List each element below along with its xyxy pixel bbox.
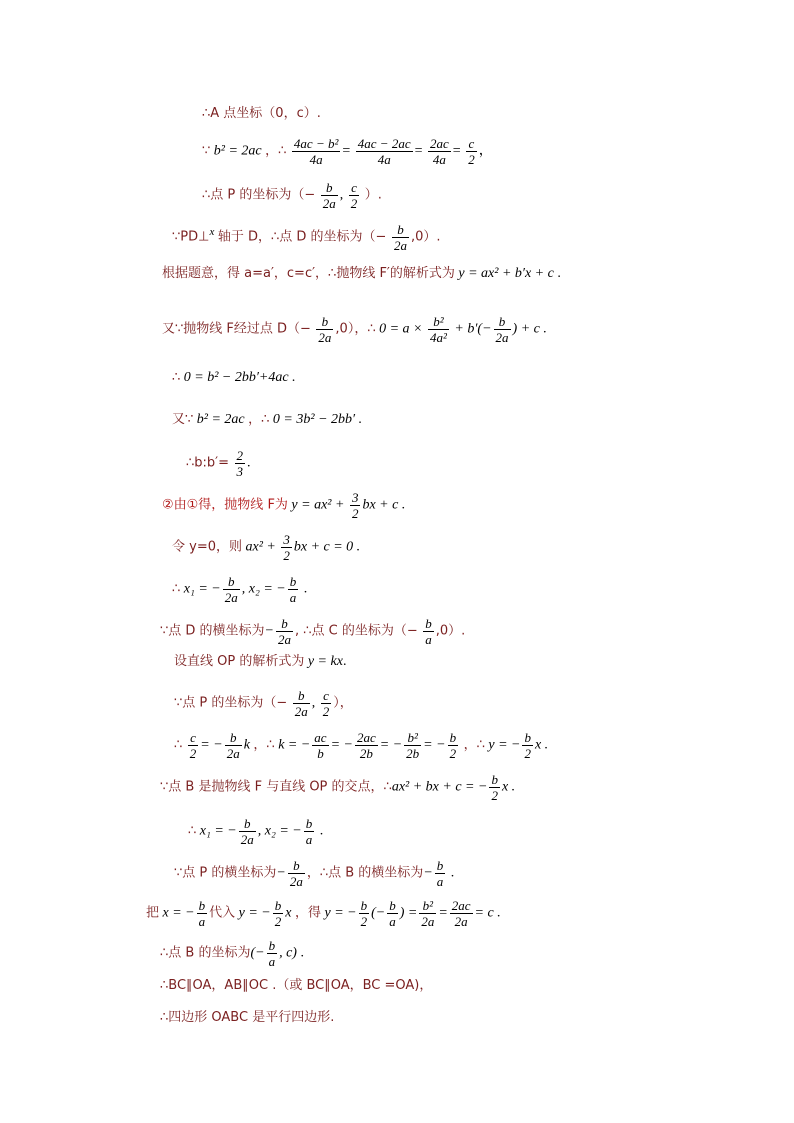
fraction: [359, 898, 370, 929]
fraction: [387, 898, 398, 929]
math-expr: x = −: [162, 905, 195, 921]
numerator: b: [425, 616, 432, 631]
fraction: [494, 314, 511, 345]
fraction: [404, 730, 421, 761]
therefore-symbol: ∴: [188, 823, 197, 839]
fraction: [223, 574, 240, 605]
math-expr: = c .: [474, 905, 501, 921]
numerator: b: [288, 858, 305, 874]
denominator: a: [425, 632, 432, 647]
math-expr: x .: [534, 737, 549, 753]
fraction: [423, 616, 434, 647]
math-expr: y = −: [324, 905, 357, 921]
text: ，得: [294, 905, 321, 921]
math-expr: + b′(−: [454, 321, 492, 337]
math-expr: −: [423, 865, 433, 881]
denominator: 2b: [406, 746, 420, 761]
text: ，∴点 B 的横坐标为: [306, 865, 424, 881]
math-expr: (−: [250, 945, 265, 961]
fraction: [304, 816, 315, 847]
math-expr: = −: [330, 737, 353, 753]
fraction: [356, 136, 413, 167]
numerator: b: [198, 898, 206, 913]
math-expr: = −: [379, 737, 403, 753]
fraction: [288, 858, 305, 889]
text: ∵点 B 是抛物线 F 与直线 OP 的交点，∴: [160, 779, 392, 795]
denominator: 2: [360, 914, 368, 929]
line-b-coordinate: [160, 938, 304, 969]
line-a-coordinate: [202, 104, 321, 124]
denominator: a: [436, 874, 444, 889]
numerator: b: [436, 858, 444, 873]
numerator: b: [389, 898, 396, 913]
text: 代入: [209, 905, 236, 921]
text: .: [300, 945, 304, 961]
denominator: 2: [351, 506, 359, 521]
numerator: c: [466, 136, 477, 152]
numerator: b: [274, 898, 282, 913]
numerator: c: [188, 730, 199, 746]
numerator: b: [223, 574, 240, 590]
denominator: 2a: [495, 330, 509, 345]
fraction: [466, 136, 477, 167]
line-substitution: [172, 410, 362, 430]
fraction: [350, 490, 361, 521]
numerator: b: [239, 816, 256, 832]
numerator: b²: [428, 314, 449, 330]
numerator: b: [276, 616, 293, 632]
math-expr: =: [438, 905, 448, 921]
line-conclusion: [160, 1008, 334, 1028]
text: 又∵: [172, 412, 194, 427]
numerator: b: [268, 938, 276, 953]
line-f-prime-expression: 根据题意，得 a=a′，c=c′，∴抛物线 F′的解析式为 y = ax² + b′x + c .: [162, 266, 561, 281]
numerator: 2ac: [430, 136, 449, 151]
fraction: [448, 730, 459, 761]
math-expr: , x₂ = −: [257, 823, 302, 839]
text: 令 y=0，则: [172, 539, 242, 555]
fraction: [522, 730, 533, 761]
math-expr: k = −: [278, 737, 311, 753]
fraction: [312, 730, 328, 761]
math-expr: = −: [423, 737, 446, 753]
numerator: b: [494, 314, 511, 330]
therefore-symbol: ∴: [172, 370, 181, 385]
denominator: 2a: [322, 196, 336, 211]
math-expr: y = ax² + b′x + c: [458, 266, 554, 281]
fraction: [293, 688, 310, 719]
math-expr: x: [285, 905, 292, 921]
therefore-symbol: ，∴: [463, 737, 485, 753]
denominator: 2: [274, 914, 282, 929]
math-expr: x .: [501, 779, 516, 795]
text: ∴BC∥OA，AB∥OC .（或 BC∥OA，BC =OA)，: [160, 978, 433, 993]
fraction: [292, 136, 340, 167]
denominator: 2: [189, 746, 197, 761]
denominator: 2a: [318, 330, 332, 345]
math-expr: ) + c .: [512, 321, 547, 337]
numerator: b: [305, 816, 313, 831]
denominator: 2: [283, 548, 290, 563]
text: ∵PD⊥: [172, 229, 210, 245]
denominator: 2: [322, 704, 330, 719]
numerator: b: [360, 898, 368, 913]
math-expr: k: [243, 737, 250, 753]
denominator: a: [289, 590, 297, 605]
denominator: 2a: [240, 832, 254, 847]
line-set-y-zero: [172, 532, 360, 563]
math-expr: y = −: [488, 737, 521, 753]
denominator: a: [389, 914, 396, 929]
math-expr: 0 = b² − 2bb′+4ac .: [183, 370, 296, 385]
math-expr: x₁ = −: [183, 581, 221, 597]
line-substitute-x: [146, 898, 501, 929]
denominator: 4a: [309, 152, 323, 167]
line-b-intersection: [160, 772, 515, 803]
text: ②由①得，抛物线 F为: [162, 497, 288, 513]
denominator: 3: [236, 464, 243, 479]
fraction: [276, 616, 293, 647]
fraction: [267, 938, 278, 969]
text: ∴四边形 OABC 是平行四边形.: [160, 1010, 335, 1025]
line-solve-k: [174, 730, 548, 761]
math-expr: −: [264, 623, 274, 639]
line-ratio: [186, 448, 251, 479]
numerator: 2: [236, 448, 243, 463]
math-expr: bx + c .: [362, 497, 406, 513]
math-expr: 0 = a ×: [379, 321, 423, 337]
fraction: [489, 772, 500, 803]
denominator: 2a: [226, 746, 240, 761]
text: , ∴点 C 的坐标为（−: [295, 623, 418, 639]
var-x: x: [209, 226, 215, 238]
text: ∴b:b′=: [186, 455, 229, 471]
line-d-coordinate: [172, 222, 440, 253]
line-b-squared-relation: ∵ b² = 2ac ，∴ $\frac{\text{4ac − b²}}{4a}$ = $\frac{4ac - 2ac}{4a}$ = $\frac{2ac}{4a}$ = $\frac{c}{2}$ ，: [202, 136, 493, 167]
line-part-two-parabola: [162, 490, 405, 521]
therefore-symbol: ∴: [172, 581, 181, 597]
numerator: b²: [419, 898, 436, 914]
denominator: a: [198, 914, 206, 929]
text: .: [247, 455, 251, 471]
text: 又∵抛物线 F经过点 D（−: [162, 321, 311, 337]
math-expr: y = kx: [307, 654, 343, 669]
denominator: 2a: [393, 238, 407, 253]
math-expr: 0 = 3b² − 2bb′ .: [272, 412, 363, 427]
denominator: 4a: [432, 152, 446, 167]
denominator: 4a: [377, 152, 391, 167]
therefore-symbol: ，∴: [248, 412, 270, 427]
denominator: a: [305, 832, 313, 847]
line-roots: [172, 574, 307, 605]
text: 把: [146, 905, 160, 921]
denominator: 2a: [294, 704, 308, 719]
denominator: 2a: [278, 632, 291, 647]
fraction: [419, 898, 436, 929]
fraction: [197, 898, 208, 929]
numerator: b: [491, 772, 498, 787]
text: .: [319, 823, 324, 839]
math-expr: (−: [371, 905, 386, 921]
numerator: b: [293, 688, 310, 704]
line-op-expression: [174, 652, 346, 672]
denominator: 2: [524, 746, 531, 761]
denominator: 2b: [359, 746, 373, 761]
text: .: [450, 865, 455, 881]
line-p-coordinate-repeat: ∵点 P 的坐标为（− $\frac{b}{2a}$ , $\frac{c}{2}$ ），: [174, 688, 353, 719]
text: 轴于 D，∴点 D 的坐标为（−: [217, 229, 387, 245]
line-c-coordinate: [160, 616, 465, 647]
numerator: b: [225, 730, 242, 746]
numerator: b: [449, 730, 457, 745]
numerator: b: [321, 180, 338, 196]
because-symbol: ∵: [202, 143, 211, 159]
numerator: 4ac − b²: [293, 136, 339, 151]
fraction: [239, 816, 256, 847]
text: ）.: [364, 187, 382, 203]
text: ∴A 点坐标（0，c）.: [202, 106, 321, 121]
text: ），: [333, 695, 353, 711]
denominator: 2: [491, 788, 498, 803]
numerator: ac: [314, 730, 327, 745]
math-expr: , x₂ = −: [241, 581, 286, 597]
text: ,0）.: [435, 623, 466, 639]
numerator: b: [289, 574, 297, 589]
text: ∴点 P 的坐标为（−: [202, 187, 316, 203]
fraction: [321, 688, 332, 719]
math-expr: , c): [279, 945, 297, 961]
math-expr: ) =: [399, 905, 418, 921]
math-expr: ax² +: [245, 539, 276, 555]
fraction: [235, 448, 246, 479]
line-f-through-d: [162, 314, 547, 345]
numerator: b: [524, 730, 531, 745]
denominator: 2a: [454, 914, 468, 929]
line-zero-equation: [172, 368, 296, 388]
text: .: [342, 654, 347, 669]
line-p-coordinate: ∴点 P 的坐标为（− $\frac{b}{2a}$ , $\frac{c}{2}$ ）.: [202, 180, 382, 211]
numerator: 2ac: [451, 898, 471, 913]
fraction: [288, 574, 299, 605]
numerator: b²: [404, 730, 421, 746]
fraction: [349, 180, 360, 211]
fraction: [355, 730, 378, 761]
fraction: [321, 180, 338, 211]
denominator: a: [268, 954, 276, 969]
line-parallel-sides: [160, 976, 432, 996]
math-expr: bx + c = 0 .: [293, 539, 361, 555]
denominator: 2a: [224, 590, 238, 605]
fraction: [188, 730, 199, 761]
numerator: c: [349, 180, 360, 196]
math-expr: ax² + bx + c = −: [391, 779, 488, 795]
fraction: [392, 222, 409, 253]
denominator: 4a²: [430, 330, 447, 345]
fraction: [450, 898, 473, 929]
denominator: 2: [468, 152, 475, 167]
numerator: b: [392, 222, 409, 238]
text: 根据题意，得 a=a′，c=c′，∴抛物线 F′的解析式为: [162, 266, 455, 281]
therefore-symbol: ∴: [174, 737, 183, 753]
denominator: 2a: [421, 914, 435, 929]
text: ,0），∴: [335, 321, 376, 337]
numerator: 3: [351, 490, 359, 505]
text: 设直线 OP 的解析式为: [174, 654, 305, 669]
text: ∴点 B 的坐标为: [160, 945, 251, 961]
text: .: [303, 581, 308, 597]
line-roots-repeat: [188, 816, 323, 847]
fraction: [273, 898, 284, 929]
math-expr: b² = 2ac: [196, 412, 245, 427]
therefore-symbol: ，∴: [253, 737, 275, 753]
fraction: [281, 532, 292, 563]
denominator: 2: [449, 746, 457, 761]
denominator: 2: [350, 196, 358, 211]
denominator: 2a: [289, 874, 303, 889]
fraction: [428, 314, 449, 345]
math-expr: = −: [200, 737, 223, 753]
math-expr: y = −: [238, 905, 271, 921]
math-expr: x₁ = −: [199, 823, 237, 839]
numerator: 4ac − 2ac: [357, 136, 411, 151]
math-expr: −: [276, 865, 286, 881]
math-expr: y = ax² +: [291, 497, 345, 513]
numerator: 3: [283, 532, 290, 547]
line-b-abscissa: [174, 858, 454, 889]
fraction: [428, 136, 451, 167]
text: ,0）.: [410, 229, 441, 245]
text: ∵点 P 的横坐标为: [174, 865, 277, 881]
text: ∵点 P 的坐标为（−: [174, 695, 288, 711]
numerator: b: [316, 314, 333, 330]
denominator: b: [317, 746, 324, 761]
fraction: [435, 858, 446, 889]
math-expr: b² = 2ac: [213, 143, 262, 159]
numerator: c: [321, 688, 332, 704]
fraction: [225, 730, 242, 761]
therefore-symbol: ，∴: [265, 143, 287, 159]
text: ∵点 D 的横坐标为: [160, 623, 265, 639]
fraction: [316, 314, 333, 345]
numerator: 2ac: [356, 730, 376, 745]
